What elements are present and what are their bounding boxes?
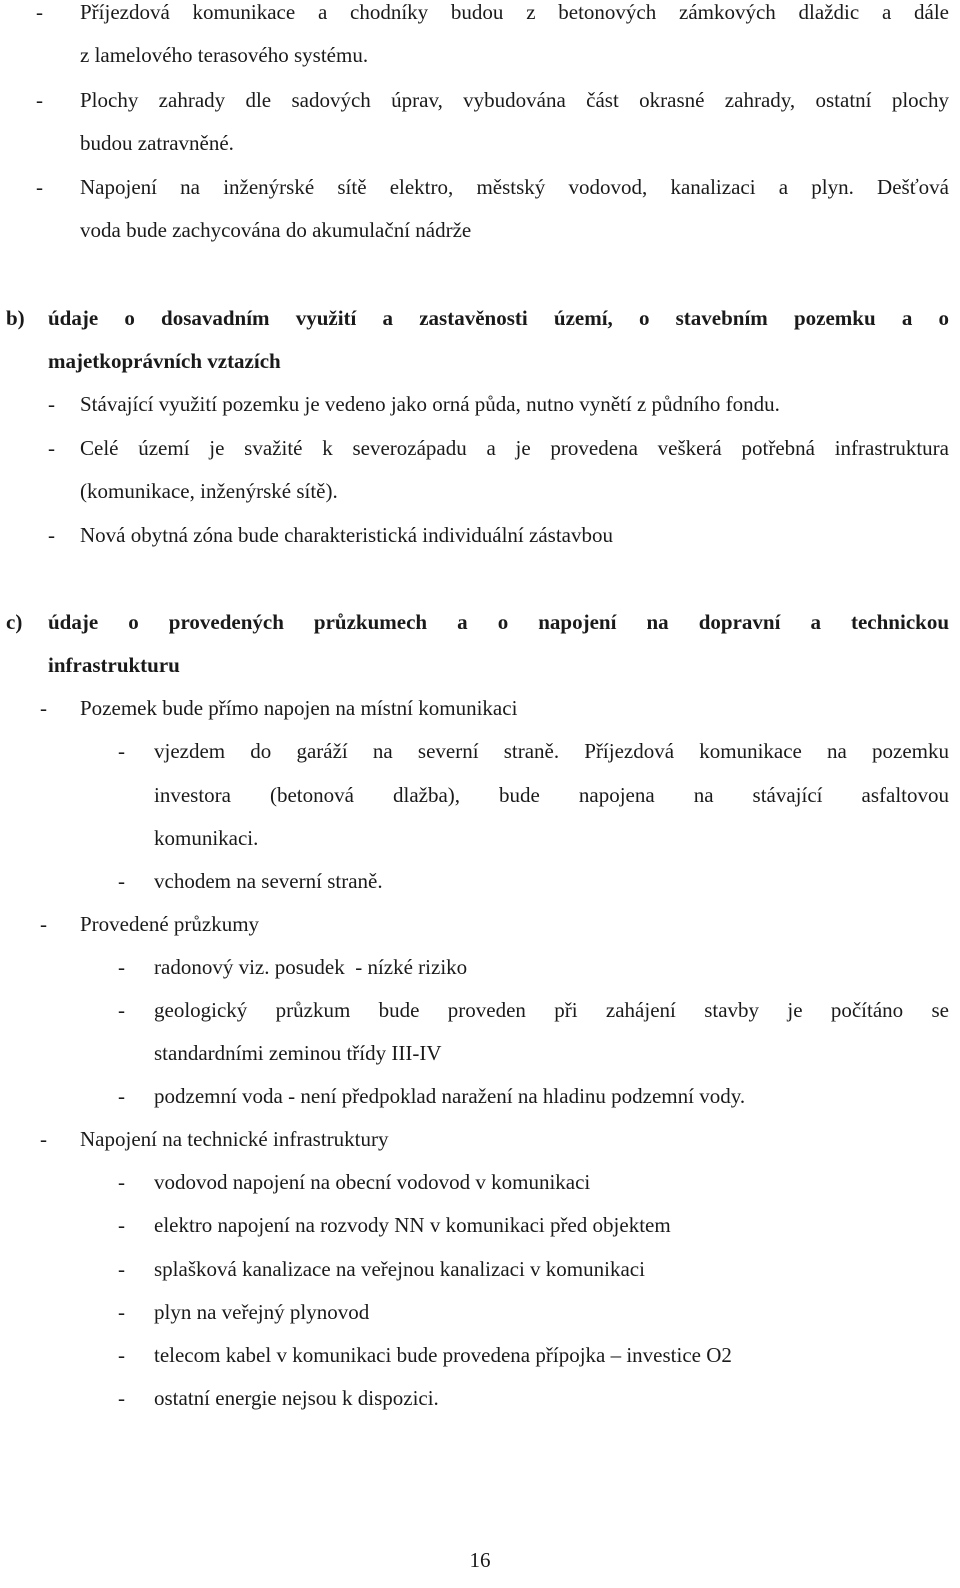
- bullet-dash: -: [48, 523, 55, 547]
- bullet-dash: -: [40, 912, 47, 936]
- section-c-group-3-sub-1: vodovod napojení na obecní vodovod v komunikaci: [154, 1170, 591, 1194]
- sub-bullet-dash: -: [118, 1386, 125, 1410]
- sub-bullet-dash: -: [118, 1300, 125, 1324]
- intro-item-2-line-2: budou zatravněné.: [80, 131, 234, 155]
- intro-item-1-line-1: Příjezdová komunikace a chodníky budou z betonových zámkových dlaždic a dále: [80, 0, 949, 24]
- section-c-group-1-sub-1-line-3: komunikaci.: [154, 826, 259, 850]
- section-c-group-2-title: Provedené průzkumy: [80, 912, 260, 936]
- section-c-group-3-sub-3: splašková kanalizace na veřejnou kanalizaci v komunikaci: [154, 1257, 645, 1281]
- section-c-group-3-sub-4: plyn na veřejný plynovod: [154, 1300, 370, 1324]
- section-c-group-1-title: Pozemek bude přímo napojen na místní komunikaci: [80, 696, 518, 720]
- sub-bullet-dash: -: [118, 1257, 125, 1281]
- bullet-dash: -: [36, 0, 43, 24]
- intro-item-2-line-1: Plochy zahrady dle sadových úprav, vybudována část okrasné zahrady, ostatní plochy: [80, 88, 949, 112]
- section-c-group-2-sub-2-line-2: standardními zeminou třídy III-IV: [154, 1041, 442, 1065]
- section-c-heading-line-2: infrastrukturu: [48, 653, 180, 677]
- sub-bullet-dash: -: [118, 955, 125, 979]
- section-c-group-1-sub-2: vchodem na severní straně.: [154, 869, 383, 893]
- sub-bullet-dash: -: [118, 1084, 125, 1108]
- intro-item-3-line-2: voda bude zachycována do akumulační nádrže: [80, 218, 472, 242]
- section-b-item-2-line-1: Celé území je svažité k severozápadu a je provedena veškerá potřebná infrastruktura: [80, 436, 949, 460]
- bullet-dash: -: [36, 88, 43, 112]
- section-c-group-2-sub-1: radonový viz. posudek - nízké riziko: [154, 955, 468, 979]
- sub-bullet-dash: -: [118, 998, 125, 1022]
- bullet-dash: -: [40, 1127, 47, 1151]
- sub-bullet-dash: -: [118, 1213, 125, 1237]
- section-c-label: c): [6, 610, 23, 634]
- section-b-item-2-line-2: (komunikace, inženýrské sítě).: [80, 479, 338, 503]
- section-c-group-2-sub-3: podzemní voda - není předpoklad naražení na hladinu podzemní vody.: [154, 1084, 746, 1108]
- intro-item-1-line-2: z lamelového terasového systému.: [80, 43, 369, 67]
- section-b-label: b): [6, 306, 25, 330]
- section-b-heading-line-2: majetkoprávních vztazích: [48, 349, 281, 373]
- section-c-group-3-title: Napojení na technické infrastruktury: [80, 1127, 389, 1151]
- sub-bullet-dash: -: [118, 739, 125, 763]
- bullet-dash: -: [40, 696, 47, 720]
- section-c-group-3-sub-2: elektro napojení na rozvody NN v komunikaci před objektem: [154, 1213, 671, 1237]
- section-b-item-3: Nová obytná zóna bude charakteristická individuální zástavbou: [80, 523, 613, 547]
- bullet-dash: -: [48, 392, 55, 416]
- bullet-dash: -: [48, 436, 55, 460]
- section-b-heading-line-1: údaje o dosavadním využití a zastavěnosti území, o stavebním pozemku a o: [48, 306, 949, 330]
- sub-bullet-dash: -: [118, 869, 125, 893]
- section-c-group-1-sub-1-line-1: vjezdem do garáží na severní straně. Příjezdová komunikace na pozemku: [154, 739, 949, 763]
- sub-bullet-dash: -: [118, 1170, 125, 1194]
- section-c-group-3-sub-6: ostatní energie nejsou k dispozici.: [154, 1386, 439, 1410]
- intro-item-3-line-1: Napojení na inženýrské sítě elektro, městský vodovod, kanalizaci a plyn. Dešťová: [80, 175, 949, 199]
- section-c-group-2-sub-2-line-1: geologický průzkum bude proveden při zahájení stavby je počítáno se: [154, 998, 949, 1022]
- section-b-item-1: Stávající využití pozemku je vedeno jako orná půda, nutno vynětí z půdního fondu.: [80, 392, 780, 416]
- section-c-heading-line-1: údaje o provedených průzkumech a o napojení na dopravní a technickou: [48, 610, 949, 634]
- section-c-group-3-sub-5: telecom kabel v komunikaci bude provedena přípojka – investice O2: [154, 1343, 732, 1367]
- section-c-group-1-sub-1-line-2: investora (betonová dlažba), bude napojena na stávající asfaltovou: [154, 783, 949, 807]
- sub-bullet-dash: -: [118, 1343, 125, 1367]
- page-number: 16: [469, 1548, 491, 1572]
- bullet-dash: -: [36, 175, 43, 199]
